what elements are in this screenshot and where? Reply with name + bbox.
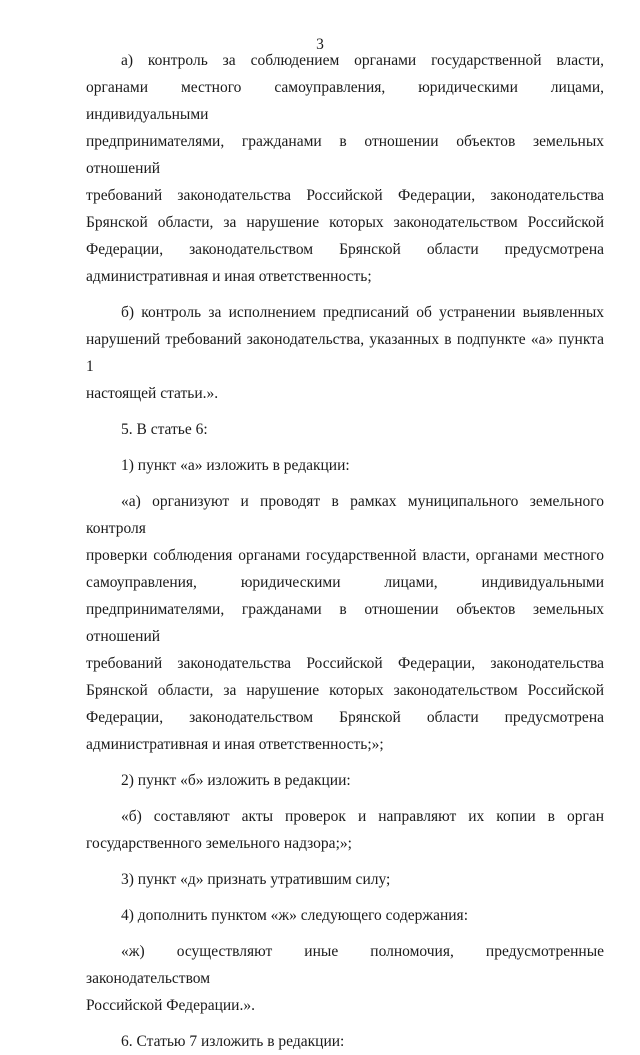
paragraph-item-2 xyxy=(86,767,604,794)
page-number: 3 xyxy=(316,36,324,53)
paragraph-article-6-heading xyxy=(86,416,604,443)
text-line: проверки соблюдения органами государственной власти, органами местного xyxy=(86,547,604,564)
paragraph-item-3 xyxy=(86,866,604,893)
text-line: 2) пункт «б» изложить в редакции: xyxy=(121,772,351,789)
text-line: нарушений требований законодательства, указанных в подпункте «а» пункта 1 xyxy=(86,331,604,375)
text-line: «ж) осуществляют иные полномочия, предусмотренные законодательством xyxy=(86,943,604,987)
text-line: предпринимателями, гражданами в отношении объектов земельных отношений xyxy=(86,133,604,177)
text-line: а) контроль за соблюдением органами государственной власти, xyxy=(121,52,604,69)
text-line: Брянской области, за нарушение которых законодательством Российской xyxy=(86,214,604,231)
text-line: органами местного самоуправления, юридическими лицами, индивидуальными xyxy=(86,79,604,123)
text-line: «а) организуют и проводят в рамках муниципального земельного контроля xyxy=(86,493,604,537)
text-line: 5. В статье 6: xyxy=(121,421,208,438)
text-line: самоуправления, юридическими лицами, индивидуальными xyxy=(86,574,604,591)
text-line: 4) дополнить пунктом «ж» следующего содержания: xyxy=(121,907,468,924)
paragraph-control-compliance xyxy=(86,47,604,290)
text-line: настоящей статьи.». xyxy=(86,385,219,402)
text-line: Брянской области, за нарушение которых законодательством Российской xyxy=(86,682,604,699)
text-line: требований законодательства Российской Федерации, законодательства xyxy=(86,655,604,672)
document-body xyxy=(86,47,604,1055)
text-line: административная и иная ответственность;»; xyxy=(86,736,384,753)
paragraph-item-1 xyxy=(86,452,604,479)
text-line: «б) составляют акты проверок и направляют их копии в орган xyxy=(121,808,604,825)
paragraph-item-a-text xyxy=(86,488,604,758)
paragraph-article-7-heading xyxy=(86,1028,604,1055)
text-line: требований законодательства Российской Федерации, законодательства xyxy=(86,187,604,204)
text-line: б) контроль за исполнением предписаний об устранении выявленных xyxy=(121,304,604,321)
text-line: Российской Федерации.». xyxy=(86,997,255,1014)
text-line: 6. Статью 7 изложить в редакции: xyxy=(121,1033,345,1050)
text-line: Федерации, законодательством Брянской области предусмотрена xyxy=(86,709,604,726)
text-line: 1) пункт «а» изложить в редакции: xyxy=(121,457,350,474)
text-line: 3) пункт «д» признать утратившим силу; xyxy=(121,871,391,888)
paragraph-item-4 xyxy=(86,902,604,929)
text-line: Федерации, законодательством Брянской области предусмотрена xyxy=(86,241,604,258)
text-line: государственного земельного надзора;»; xyxy=(86,835,352,852)
paragraph-control-orders xyxy=(86,299,604,407)
paragraph-item-zh-text xyxy=(86,938,604,1019)
paragraph-item-b-text xyxy=(86,803,604,857)
text-line: предпринимателями, гражданами в отношении объектов земельных отношений xyxy=(86,601,604,645)
text-line: административная и иная ответственность; xyxy=(86,268,372,285)
